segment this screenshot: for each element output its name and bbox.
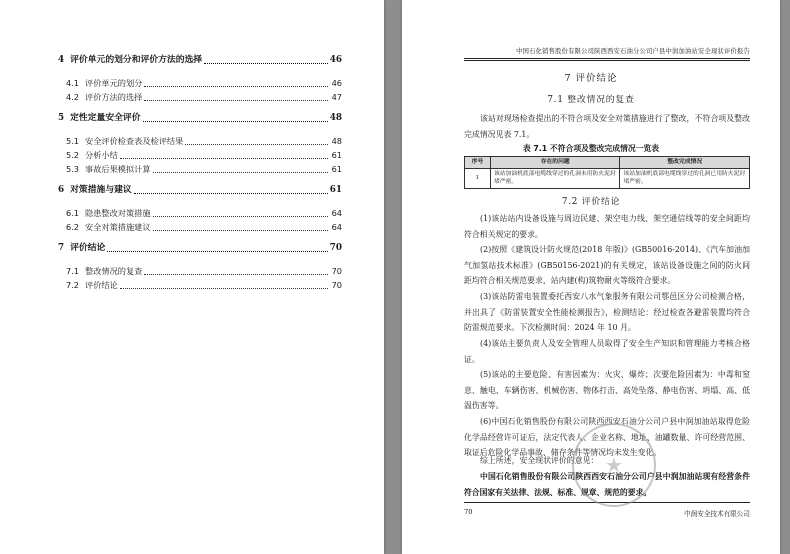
page-number: 70 <box>464 508 473 516</box>
toc-section-entry <box>58 162 342 176</box>
table-cell-no: 1 <box>465 168 491 188</box>
report-page <box>402 0 780 554</box>
toc-page-number: 70 <box>329 243 342 253</box>
toc-section-entry <box>58 220 342 234</box>
toc-number: 6.2 <box>66 222 80 232</box>
toc-leader-dots <box>107 250 327 252</box>
rectification-table <box>464 156 750 189</box>
toc-title: 定性定量安全评价 <box>70 113 141 123</box>
toc-title: 隐患整改对策措施 <box>85 208 151 218</box>
toc-section-entry <box>58 264 342 278</box>
toc-page-number: 61 <box>331 150 342 160</box>
toc-page-number: 46 <box>331 78 342 88</box>
table-of-contents <box>58 53 342 292</box>
toc-number: 5.3 <box>66 164 80 174</box>
toc-page-number: 70 <box>331 266 342 276</box>
toc-page <box>0 0 384 554</box>
toc-number: 7.2 <box>66 280 80 290</box>
toc-chapter-entry <box>58 53 342 67</box>
toc-section-entry <box>58 206 342 220</box>
summary-lead: 综上所述，安全现状评价的意见： <box>480 456 599 465</box>
toc-number: 7.1 <box>66 266 80 276</box>
toc-page-number: 61 <box>329 185 342 195</box>
footer-company: 中润安全技术有限公司 <box>684 510 750 518</box>
conclusion-para-4: (4)该站主要负责人及安全管理人员取得了安全生产知识和管理能力考核合格证。 <box>464 339 750 364</box>
toc-number: 4.2 <box>66 92 80 102</box>
toc-leader-dots <box>144 99 328 101</box>
toc-leader-dots <box>120 157 328 159</box>
toc-page-number: 61 <box>331 164 342 174</box>
toc-leader-dots <box>153 215 328 217</box>
final-conclusion: 中国石化销售股份有限公司陕西西安石油分公司户县中润加油站现有经营条件符合国家有关法律、法规、标准、规章、规范的要求。 <box>464 472 750 497</box>
toc-number: 6 <box>58 185 65 195</box>
toc-chapter-entry <box>58 241 342 255</box>
toc-page-number: 64 <box>331 208 342 218</box>
toc-leader-dots <box>185 143 328 145</box>
toc-leader-dots <box>120 287 328 289</box>
section-title-7-1: 7.1 整改情况的复查 <box>547 95 635 105</box>
toc-title: 安全对策措施建议 <box>85 222 151 232</box>
toc-number: 5.1 <box>66 136 80 146</box>
table-header-no: 序号 <box>465 157 491 169</box>
table-row <box>465 168 750 188</box>
toc-section-entry <box>58 134 342 148</box>
toc-leader-dots <box>153 229 328 231</box>
toc-title: 评价结论 <box>85 280 118 290</box>
page-header: 中国石化销售股份有限公司陕西西安石油分公司户县中润加油站安全现状评价报告 <box>464 46 750 59</box>
table-cell-issue: 该站加油机底部电缆线穿过的孔洞未用防火泥封堵严密。 <box>490 168 620 188</box>
toc-title: 整改情况的复查 <box>85 266 143 276</box>
chapter-title: 7 评价结论 <box>564 73 618 84</box>
toc-leader-dots <box>143 120 328 122</box>
toc-page-number: 46 <box>329 55 342 65</box>
toc-leader-dots <box>144 273 328 275</box>
toc-title: 事故后果模拟计算 <box>85 164 151 174</box>
toc-number: 5.2 <box>66 150 80 160</box>
seal-star-icon: ★ <box>605 453 623 477</box>
toc-title: 对策措施与建议 <box>70 185 132 195</box>
toc-leader-dots <box>204 62 328 64</box>
toc-title: 评价单元的划分和评价方法的选择 <box>70 55 203 65</box>
toc-leader-dots <box>134 192 328 194</box>
toc-section-entry <box>58 76 342 90</box>
toc-number: 5 <box>58 113 65 123</box>
table-header-issue: 存在的问题 <box>490 157 620 169</box>
toc-section-entry <box>58 278 342 292</box>
toc-page-number: 48 <box>329 113 342 123</box>
conclusion-para-5: (5)该站的主要危险、有害因素为：火灾、爆炸；次要危险因素为：中毒和窒息、触电、车辆伤害、机械伤害、物体打击、高处坠落、静电伤害、坍塌、高、低温伤害等。 <box>464 370 750 411</box>
toc-chapter-entry <box>58 111 342 125</box>
toc-number: 6.1 <box>66 208 80 218</box>
toc-section-entry <box>58 148 342 162</box>
conclusion-para-1: (1)该站站内设备设施与周边民建、架空电力线、架空通信线等的安全间距均符合相关规定的要求。 <box>464 214 750 239</box>
toc-chapter-entry <box>58 183 342 197</box>
toc-title: 评价单元的划分 <box>85 78 143 88</box>
toc-number: 7 <box>58 243 65 253</box>
toc-page-number: 48 <box>331 136 342 146</box>
toc-title: 安全评价检查表及检评结果 <box>85 136 184 146</box>
section-7-1-text: 该站对现场检查提出的不符合项及安全对策措施进行了整改，不符合项及整改完成情况见表 7.1。 <box>464 114 750 139</box>
conclusion-para-3: (3)该站防雷电装置委托西安八水气象服务有限公司鄠邑区分公司检测合格，并出具了《防雷装置安全性能检测报告》，检测结论：经过检查各避雷装置均符合防雷规范要求。下次检测时间：2024 年 10 月。 <box>464 292 750 333</box>
toc-section-entry <box>58 90 342 104</box>
table-cell-status: 该站加油机底部电缆线穿过的孔洞已用防火泥封堵严密。 <box>620 168 750 188</box>
toc-title: 评价结论 <box>70 243 106 253</box>
toc-number: 4 <box>58 55 65 65</box>
toc-page-number: 64 <box>331 222 342 232</box>
toc-leader-dots <box>144 85 328 87</box>
page-footer <box>464 502 750 518</box>
toc-leader-dots <box>153 171 328 173</box>
table-caption: 表 7.1 不符合项及整改完成情况一览表 <box>522 144 660 153</box>
conclusion-para-6: (6)中国石化销售股份有限公司陕西西安石油分公司户县中润加油站取得危险化学品经营许可证后，法定代表人、企业名称、地址、油罐数量、许可经营范围、取证后危险化学品事故、储存条件等情况均未发生变化。 <box>464 417 750 458</box>
section-title-7-2: 7.2 评价结论 <box>561 197 621 207</box>
toc-page-number: 70 <box>331 280 342 290</box>
toc-number: 4.1 <box>66 78 80 88</box>
toc-title: 评价方法的选择 <box>85 92 143 102</box>
table-header-status: 整改完成情况 <box>620 157 750 169</box>
conclusion-para-2: (2)按照《建筑设计防火规范(2018 年版)》(GB50016-2014)、《汽车加油加气加氢站技术标准》(GB50156-2021)的有关规定，该站设备设施之间的防火间距均符合相关规范要求，站内建(构)筑物耐火等级符合要求。 <box>464 245 750 286</box>
toc-title: 分析小结 <box>85 150 118 160</box>
toc-page-number: 47 <box>331 92 342 102</box>
